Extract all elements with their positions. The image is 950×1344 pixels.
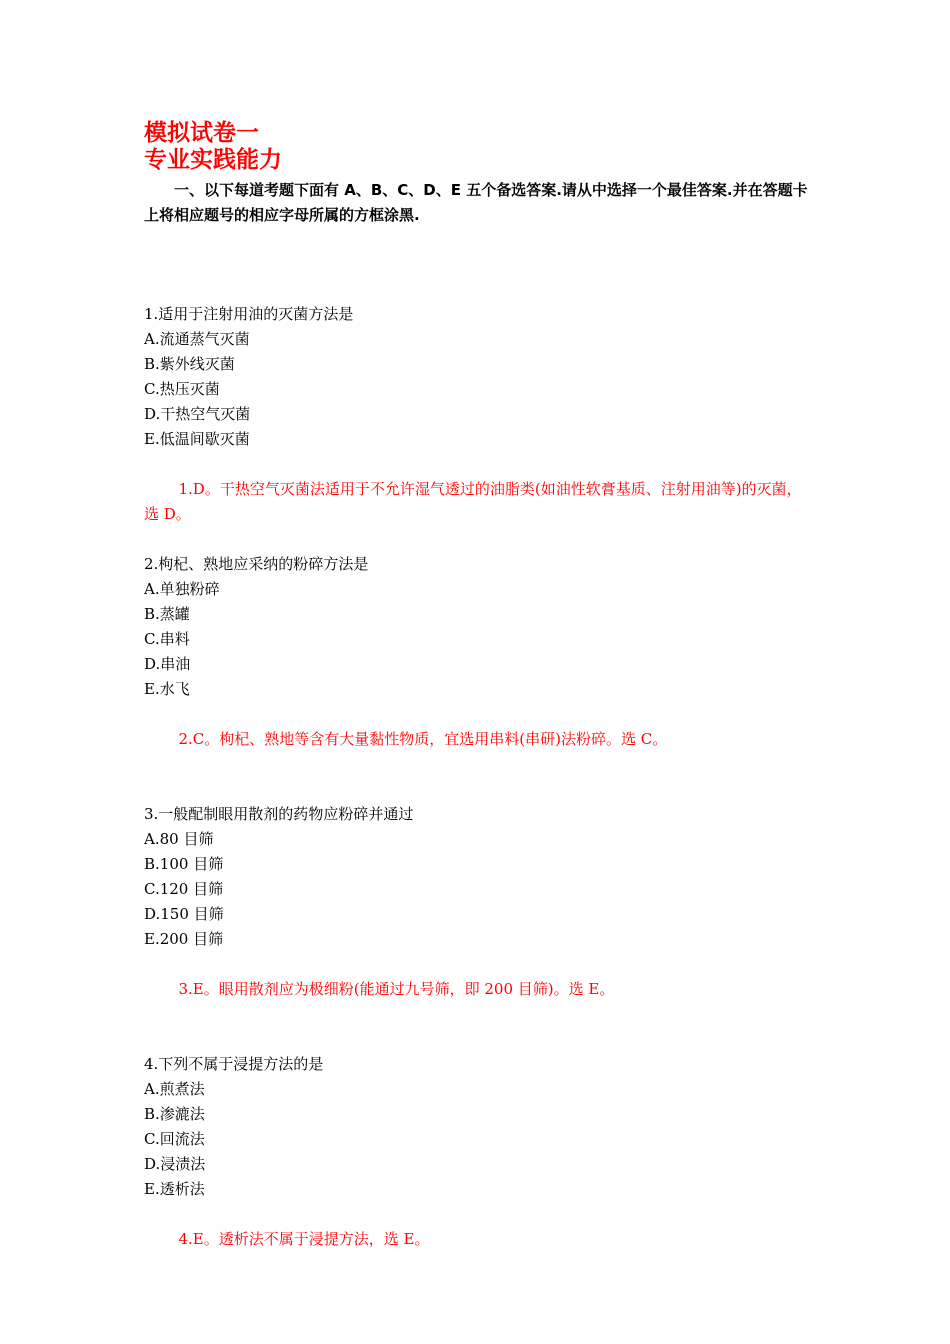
answer-explanation-4: 4.E。透析法不属于浸提方法，选 E。 [178, 1230, 430, 1248]
question-stem: 4.下列不属于浸提方法的是 [144, 1055, 324, 1073]
question-2 [144, 552, 814, 702]
option-c: C.回流法 [144, 1130, 205, 1148]
option-a: A.80 目筛 [144, 830, 214, 848]
exam-title-line2: 专业实践能力 [144, 147, 282, 173]
option-e: E.透析法 [144, 1180, 205, 1198]
option-e: E.低温间歇灭菌 [144, 430, 250, 448]
option-d: D.干热空气灭菌 [144, 405, 251, 423]
option-b: B.蒸罐 [144, 605, 190, 623]
question-4 [144, 1052, 814, 1202]
question-1 [144, 302, 814, 452]
question-stem: 1.适用于注射用油的灭菌方法是 [144, 305, 354, 323]
option-c: C.串料 [144, 630, 190, 648]
answer-explanation-1: 1.D。干热空气灭菌法适用于不允许湿气透过的油脂类(如油性软膏基质、注射用油等)的灭菌，选 D。 [144, 480, 802, 523]
option-d: D.浸渍法 [144, 1155, 206, 1173]
answer-explanation-3: 3.E。眼用散剂应为极细粉(能通过九号筛，即 200 目筛)。选 E。 [178, 980, 615, 998]
option-d: D.150 目筛 [144, 905, 224, 923]
question-3 [144, 802, 814, 952]
option-b: B.渗漉法 [144, 1105, 205, 1123]
option-b: B.紫外线灭菌 [144, 355, 235, 373]
option-a: A.煎煮法 [144, 1080, 205, 1098]
option-e: E.水飞 [144, 680, 190, 698]
option-b: B.100 目筛 [144, 855, 224, 873]
instructions: 一、以下每道考题下面有 A、B、C、D、E 五个备选答案.请从中选择一个最佳答案.并在答题卡上将相应题号的相应字母所属的方框涂黑. [144, 181, 808, 224]
option-c: C.热压灭菌 [144, 380, 220, 398]
exam-title [144, 120, 814, 174]
answer-explanation-2: 2.C。枸杞、熟地等含有大量黏性物质，宜选用串料(串研)法粉碎。选 C。 [178, 730, 668, 748]
question-stem: 3.一般配制眼用散剂的药物应粉碎并通过 [144, 805, 414, 823]
question-stem: 2.枸杞、熟地应采纳的粉碎方法是 [144, 555, 369, 573]
exam-title-line1: 模拟试卷一 [144, 120, 259, 146]
option-c: C.120 目筛 [144, 880, 224, 898]
option-a: A.单独粉碎 [144, 580, 220, 598]
option-e: E.200 目筛 [144, 930, 224, 948]
option-a: A.流通蒸气灭菌 [144, 330, 250, 348]
exam-page [144, 120, 814, 1252]
option-d: D.串油 [144, 655, 191, 673]
